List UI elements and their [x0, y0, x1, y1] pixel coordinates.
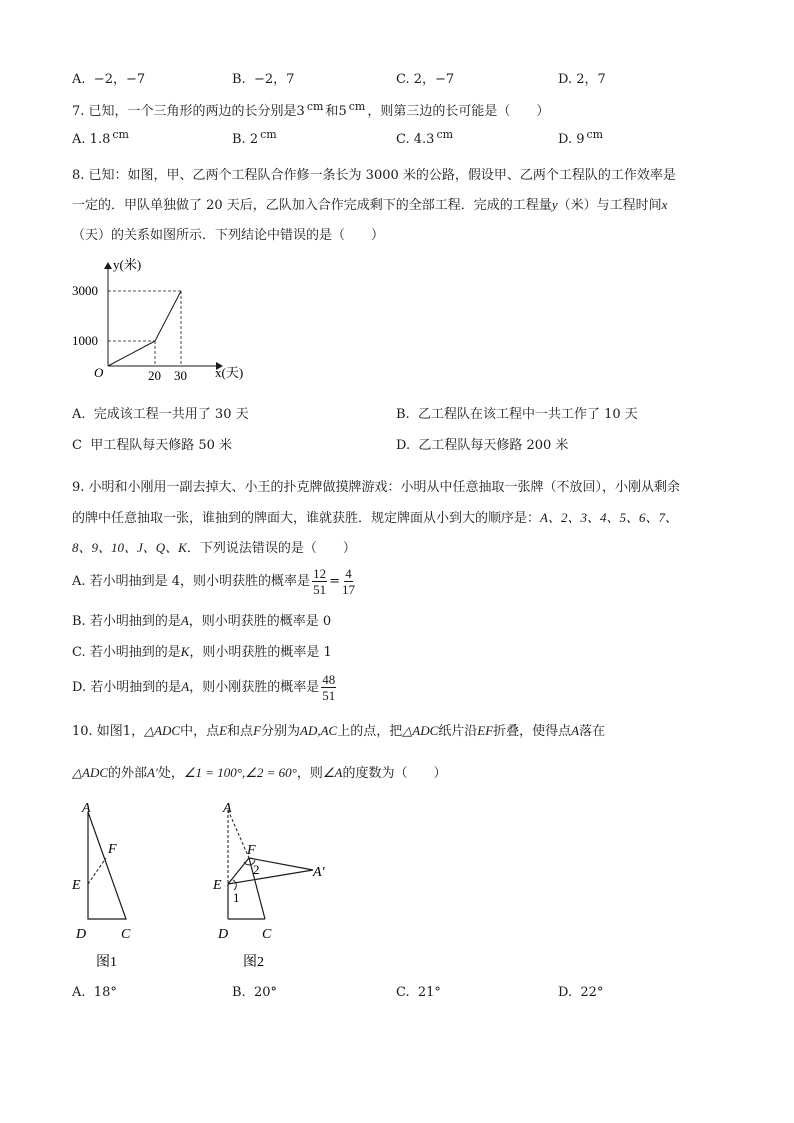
- q10-figure-2: [205, 790, 345, 975]
- fig2-label-aprime: A′: [313, 865, 325, 880]
- x-tick-20: 20: [148, 368, 161, 383]
- fig1-label-f: F: [108, 842, 117, 857]
- q10-option-b: B. 20°: [232, 985, 277, 1000]
- q7-option-b: B. 2 $^{cm}$: [232, 128, 277, 147]
- x-axis-label: x(天): [215, 365, 244, 380]
- q7-stem: 7. 已知，一个三角形的两边的长分别是3 $^{cm}$ 和5 $^{cm}$ ，则第三边的长可能是（ ）: [72, 100, 550, 119]
- triangle-adc: [88, 812, 126, 919]
- fig2-label-e: E: [213, 878, 222, 893]
- q8-option-b: B. 乙工程队在该工程中一共工作了 10 天: [396, 407, 638, 422]
- fig2-angle-1: 1: [233, 890, 240, 905]
- x-tick-30: 30: [174, 368, 187, 383]
- fig2-label-d: D: [218, 927, 229, 942]
- q8-option-d: D. 乙工程队每天修路 200 米: [396, 438, 569, 453]
- q6-option-d: D. 2，7: [558, 72, 606, 87]
- q9-option-c: C. 若小明抽到的是K，则小明获胜的概率是 1: [72, 644, 332, 660]
- fig2-angle-1-arc: [233, 880, 236, 890]
- q7-option-c: C. 4.3 $^{cm}$: [396, 128, 454, 147]
- origin-label: O: [94, 365, 104, 380]
- q9-option-a: A. 若小明抽到是 4，则小明获胜的概率是 $\frac{12}{51}$ = $\frac{4}{17}$: [72, 566, 355, 597]
- q8-work-graph: [70, 255, 260, 385]
- q10-figure-1: [66, 790, 156, 975]
- fig2-label-a: A: [223, 801, 232, 816]
- q9-line3: 8、9、10、J、Q、K．下列说法错误的是（ ）: [72, 540, 356, 556]
- fig2-dash-af: [228, 810, 249, 858]
- q7-option-a: A. 1.8 $^{cm}$: [72, 128, 129, 147]
- fig2-fold-ef: [228, 858, 249, 884]
- q6-option-c: C. 2，−7: [396, 72, 455, 87]
- fig2-angle-2: 2: [253, 862, 260, 877]
- fig1-label-d: D: [76, 927, 87, 942]
- q8-option-a: A. 完成该工程一共用了 30 天: [72, 407, 249, 422]
- q9-line2: 的牌中任意抽取一张，谁抽到的牌面大，谁就获胜．规定牌面从小到大的顺序是：A、2、3、4、5、6、7、: [72, 510, 678, 526]
- fold-line-ef: [88, 858, 106, 884]
- fig2-caption: 图2: [243, 955, 264, 970]
- graph-segment-2: [155, 291, 181, 341]
- q6-option-a: A. −2，−7: [72, 72, 146, 87]
- y-tick-3000: 3000: [72, 283, 98, 298]
- graph-segment-1: [108, 341, 155, 366]
- q9-option-b: B. 若小明抽到的是A，则小明获胜的概率是 0: [72, 613, 332, 629]
- fig2-label-f: F: [247, 843, 256, 858]
- fig2-label-c: C: [262, 927, 272, 942]
- q8-line3: （天）的关系如图所示．下列结论中错误的是（ ）: [72, 228, 385, 243]
- fig1-caption: 图1: [96, 955, 117, 970]
- q10-option-a: A. 18°: [72, 985, 117, 1000]
- q10-option-c: C. 21°: [396, 985, 441, 1000]
- fig1-label-c: C: [121, 927, 131, 942]
- q10-line2: △ADC的外部A′处，∠1 = 100°,∠2 = 60°，则∠A的度数为（ ）: [72, 765, 447, 781]
- q8-option-c: C 甲工程队每天修路 50 米: [72, 438, 233, 453]
- fig1-label-e: E: [72, 878, 81, 893]
- y-axis-label: y(米): [113, 257, 142, 272]
- fig2-side-ea: [228, 870, 313, 884]
- q10-line1: 10. 如图1，△ADC中，点E和点F分别为AD,AC上的点，把△ADC纸片沿EF折叠，使得点A落在: [72, 723, 606, 739]
- q8-line2: 一定的．甲队单独做了 20 天后，乙队加入合作完成剩下的全部工程．完成的工程量y（米）与工程时间x: [72, 197, 668, 213]
- q8-line1: 8. 已知：如图，甲、乙两个工程队合作修一条长为 3000 米的公路，假设甲、乙两个工程队的工作效率是: [72, 168, 676, 183]
- q7-option-d: D. 9 $^{cm}$: [558, 128, 604, 147]
- q10-option-d: D. 22°: [558, 985, 604, 1000]
- fig1-label-a: A: [82, 801, 91, 816]
- q9-line1: 9. 小明和小刚用一副去掉大、小王的扑克牌做摸牌游戏：小明从中任意抽取一张牌（不放回），小刚从剩余: [72, 480, 681, 495]
- y-tick-1000: 1000: [72, 333, 98, 348]
- q6-option-b: B. −2，7: [232, 72, 295, 87]
- q9-option-d: D. 若小明抽到的是A，则小刚获胜的概率是 $\frac{48}{51}$: [72, 672, 336, 703]
